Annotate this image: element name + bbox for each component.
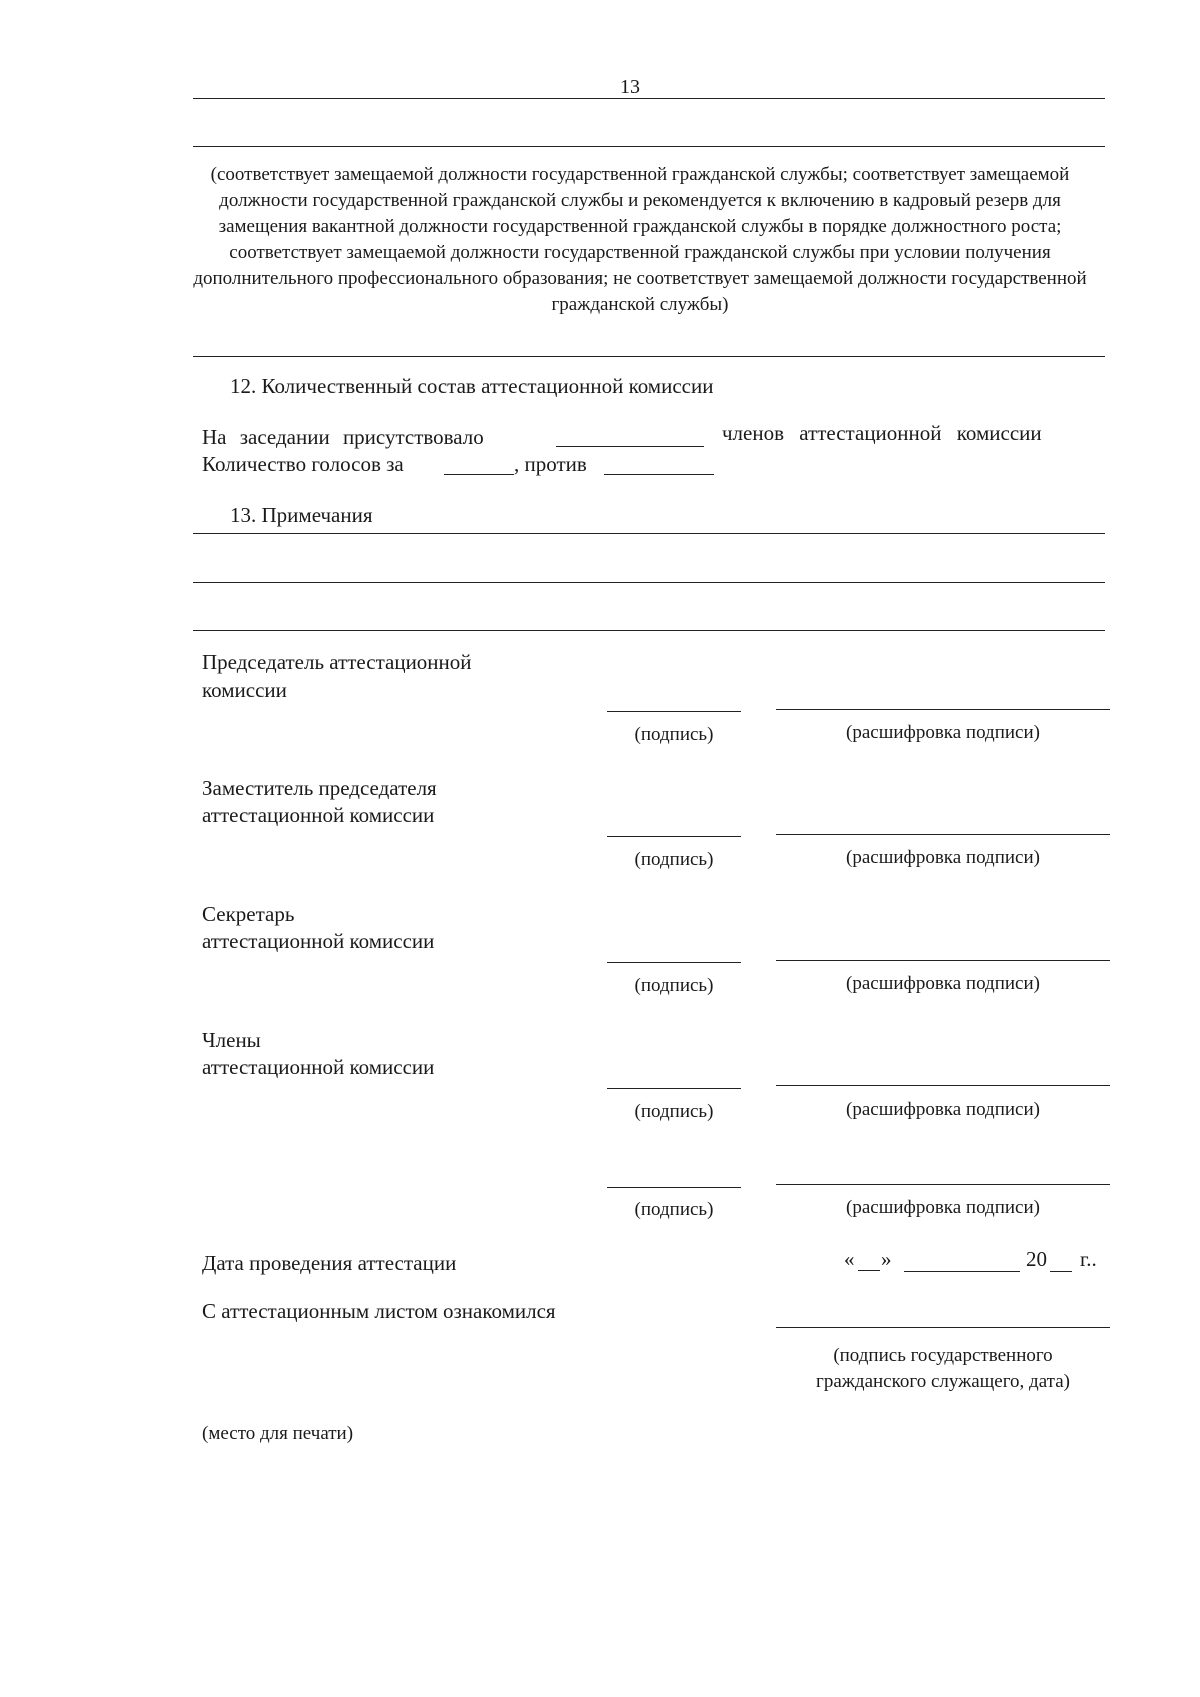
conclusion-field-line: [193, 146, 1105, 147]
members-role-line1: Члены: [202, 1028, 261, 1052]
chairman-decoding-field[interactable]: [776, 709, 1110, 710]
member1-signature-field[interactable]: [607, 1088, 741, 1089]
acknowledged-caption-line2: гражданского служащего, дата): [816, 1371, 1070, 1392]
votes-against-label: , против: [514, 452, 587, 476]
secretary-signature-field[interactable]: [607, 962, 741, 963]
date-year-suffix: г..: [1080, 1247, 1097, 1271]
date-day-field[interactable]: [858, 1270, 880, 1271]
member2-decoding-field[interactable]: [776, 1184, 1110, 1185]
result-options-note: (соответствует замещаемой должности государственной гражданской службы; соответствует замещаемой должности государственной гражданской службы и рекомендуется к включению в кадровый резерв для замещения вакантной должности государственной гражданской службы в порядке должностного роста; соответствует замещаемой должности государственной гражданской службы при условии получения дополнительного профессионального образования; не соответствует замещаемой должности государственной гражданской службы): [193, 164, 1087, 315]
present-count-field[interactable]: [556, 446, 704, 447]
present-suffix: членов аттестационной комиссии: [722, 421, 1042, 445]
section-13-heading: 13. Примечания: [230, 503, 373, 527]
member2-signature-caption: (подпись): [634, 1199, 714, 1220]
chairman-signature-field[interactable]: [607, 711, 741, 712]
date-year-prefix: 20: [1026, 1247, 1047, 1271]
result-bottom-rule: [193, 356, 1105, 357]
attestation-date-label: Дата проведения аттестации: [202, 1251, 457, 1275]
notes-line-1[interactable]: [193, 533, 1105, 534]
members-role-line2: аттестационной комиссии: [202, 1055, 435, 1079]
stamp-place: (место для печати): [202, 1423, 354, 1444]
secretary-decoding-caption: (расшифровка подписи): [846, 973, 1040, 994]
chairman-role-line2: комиссии: [202, 678, 287, 702]
member1-signature-caption: (подпись): [634, 1101, 714, 1122]
deputy-signature-field[interactable]: [607, 836, 741, 837]
chairman-signature-caption: (подпись): [634, 724, 714, 745]
notes-line-2[interactable]: [193, 582, 1105, 583]
acknowledged-signature-field[interactable]: [776, 1327, 1110, 1328]
member1-decoding-caption: (расшифровка подписи): [846, 1099, 1040, 1120]
votes-for-field[interactable]: [444, 474, 514, 475]
page-number: 13: [620, 76, 640, 98]
chairman-decoding-caption: (расшифровка подписи): [846, 722, 1040, 743]
member2-signature-field[interactable]: [607, 1187, 741, 1188]
secretary-role-line2: аттестационной комиссии: [202, 929, 435, 953]
acknowledged-caption-line1: (подпись государственного: [833, 1345, 1053, 1366]
secretary-decoding-field[interactable]: [776, 960, 1110, 961]
section-12-heading: 12. Количественный состав аттестационной комиссии: [230, 374, 714, 398]
secretary-role-line1: Секретарь: [202, 902, 295, 926]
votes-for-label: Количество голосов за: [202, 452, 404, 476]
deputy-decoding-caption: (расшифровка подписи): [846, 847, 1040, 868]
member2-decoding-caption: (расшифровка подписи): [846, 1197, 1040, 1218]
acknowledged-label: С аттестационным листом ознакомился: [202, 1299, 556, 1323]
date-year-field[interactable]: [1050, 1271, 1072, 1272]
deputy-decoding-field[interactable]: [776, 834, 1110, 835]
votes-against-field[interactable]: [604, 474, 714, 475]
deputy-role-line1: Заместитель председателя: [202, 776, 437, 800]
member1-decoding-field[interactable]: [776, 1085, 1110, 1086]
chairman-role-line1: Председатель аттестационной: [202, 650, 472, 674]
date-month-field[interactable]: [904, 1271, 1020, 1272]
date-quote-close: »: [881, 1247, 892, 1271]
secretary-signature-caption: (подпись): [634, 975, 714, 996]
deputy-signature-caption: (подпись): [634, 849, 714, 870]
present-prefix: На заседании присутствовало: [202, 425, 484, 449]
notes-line-3[interactable]: [193, 630, 1105, 631]
date-quote-open: «: [844, 1247, 855, 1271]
header-rule: [193, 98, 1105, 99]
deputy-role-line2: аттестационной комиссии: [202, 803, 435, 827]
